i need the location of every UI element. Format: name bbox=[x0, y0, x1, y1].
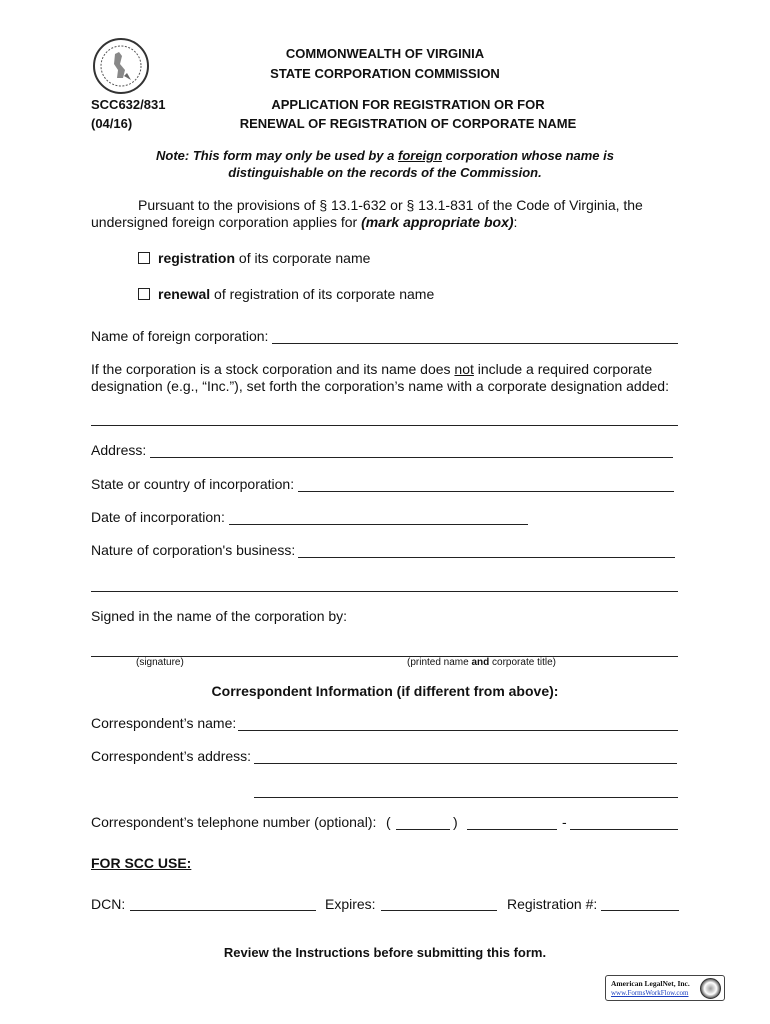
signed-label: Signed in the name of the corporation by: bbox=[91, 608, 348, 624]
corp-name-label: Name of foreign corporation: bbox=[91, 328, 269, 344]
correspondent-phone-label: Correspondent’s telephone number (optional): bbox=[91, 814, 377, 830]
dcn-label: DCN: bbox=[91, 896, 126, 912]
registration-label-bold: registration bbox=[158, 250, 236, 266]
note-prefix: Note: This form may only be used by a bbox=[156, 148, 398, 163]
form-number: SCC632/831 bbox=[91, 97, 166, 112]
note-foreign: foreign bbox=[398, 148, 443, 163]
stock-text-b: include a required corporate bbox=[473, 361, 653, 377]
phone-dash: - bbox=[562, 814, 567, 830]
badge-url: www.FormsWorkFlow.com bbox=[611, 989, 689, 997]
signature-caption: (signature) bbox=[136, 657, 184, 668]
form-title-line2: RENEWAL OF REGISTRATION OF CORPORATE NAME bbox=[239, 116, 577, 131]
registration-checkbox[interactable] bbox=[138, 252, 150, 264]
dcn-field[interactable] bbox=[130, 910, 316, 911]
phone-paren-close: ) bbox=[453, 814, 458, 830]
option-registration bbox=[138, 250, 370, 266]
note-suffix: corporation whose name is bbox=[442, 148, 614, 163]
expires-field[interactable] bbox=[381, 910, 497, 911]
date-label: Date of incorporation: bbox=[91, 509, 225, 525]
header-line1: COMMONWEALTH OF VIRGINIA bbox=[285, 46, 485, 61]
printed-caption-a: (printed name bbox=[407, 657, 472, 668]
renewal-checkbox[interactable] bbox=[138, 288, 150, 300]
correspondent-name-label: Correspondent’s name: bbox=[91, 715, 237, 731]
stock-text-a: If the corporation is a stock corporation and its name does bbox=[91, 361, 455, 377]
stock-line1 bbox=[91, 361, 652, 377]
form-title-line1: APPLICATION FOR REGISTRATION OR FOR bbox=[271, 97, 545, 112]
intro-colon: : bbox=[513, 214, 518, 230]
phone-area-code-field[interactable] bbox=[396, 829, 450, 830]
badge-company: American LegalNet, Inc. bbox=[611, 979, 690, 988]
corp-name-field[interactable] bbox=[272, 343, 678, 344]
state-field[interactable] bbox=[298, 491, 674, 492]
note-line1 bbox=[0, 148, 770, 163]
form-date: (04/16) bbox=[91, 116, 133, 131]
designated-name-field[interactable] bbox=[91, 425, 678, 426]
correspondent-address-field[interactable] bbox=[254, 763, 677, 764]
state-label: State or country of incorporation: bbox=[91, 476, 295, 492]
printed-name-caption bbox=[407, 657, 556, 668]
renewal-label-bold: renewal bbox=[158, 286, 211, 302]
note-line2: distinguishable on the records of the Commission. bbox=[228, 165, 542, 180]
stock-line2: designation (e.g., “Inc.”), set forth the corporation’s name with a corporate designation added: bbox=[91, 378, 669, 394]
phone-line-field[interactable] bbox=[570, 829, 678, 830]
printed-caption-and: and bbox=[471, 657, 490, 668]
correspondent-address-field-line2[interactable] bbox=[254, 797, 678, 798]
expires-label: Expires: bbox=[325, 896, 376, 912]
phone-paren-open: ( bbox=[386, 814, 391, 830]
renewal-label-rest: of registration of its corporate name bbox=[210, 286, 435, 302]
review-instructions: Review the Instructions before submitting this form. bbox=[223, 945, 547, 960]
address-label: Address: bbox=[91, 442, 147, 458]
intro-emphasis: (mark appropriate box) bbox=[361, 214, 514, 230]
registration-number-field[interactable] bbox=[601, 910, 679, 911]
header-line2: STATE CORPORATION COMMISSION bbox=[270, 66, 500, 81]
badge-logo-icon bbox=[700, 978, 721, 999]
intro-line1: Pursuant to the provisions of § 13.1-632 or § 13.1-831 of the Code of Virginia, the bbox=[138, 197, 643, 213]
registration-label-rest: of its corporate name bbox=[235, 250, 371, 266]
correspondent-name-field[interactable] bbox=[238, 730, 678, 731]
phone-prefix-field[interactable] bbox=[467, 829, 557, 830]
correspondent-heading: Correspondent Information (if different from above): bbox=[211, 683, 559, 699]
nature-field-line2[interactable] bbox=[91, 591, 678, 592]
intro-line2 bbox=[91, 214, 517, 230]
printed-caption-b: corporate title) bbox=[489, 657, 556, 668]
address-field[interactable] bbox=[150, 457, 673, 458]
nature-field[interactable] bbox=[298, 557, 675, 558]
nature-label: Nature of corporation's business: bbox=[91, 542, 296, 558]
legalnet-badge[interactable] bbox=[605, 975, 725, 1001]
registration-number-label: Registration #: bbox=[507, 896, 598, 912]
stock-not: not bbox=[454, 361, 474, 377]
intro-text: undersigned foreign corporation applies for bbox=[91, 214, 362, 230]
scc-use-heading: FOR SCC USE: bbox=[91, 855, 192, 871]
correspondent-address-label: Correspondent’s address: bbox=[91, 748, 252, 764]
date-field[interactable] bbox=[229, 524, 528, 525]
option-renewal bbox=[138, 286, 434, 302]
